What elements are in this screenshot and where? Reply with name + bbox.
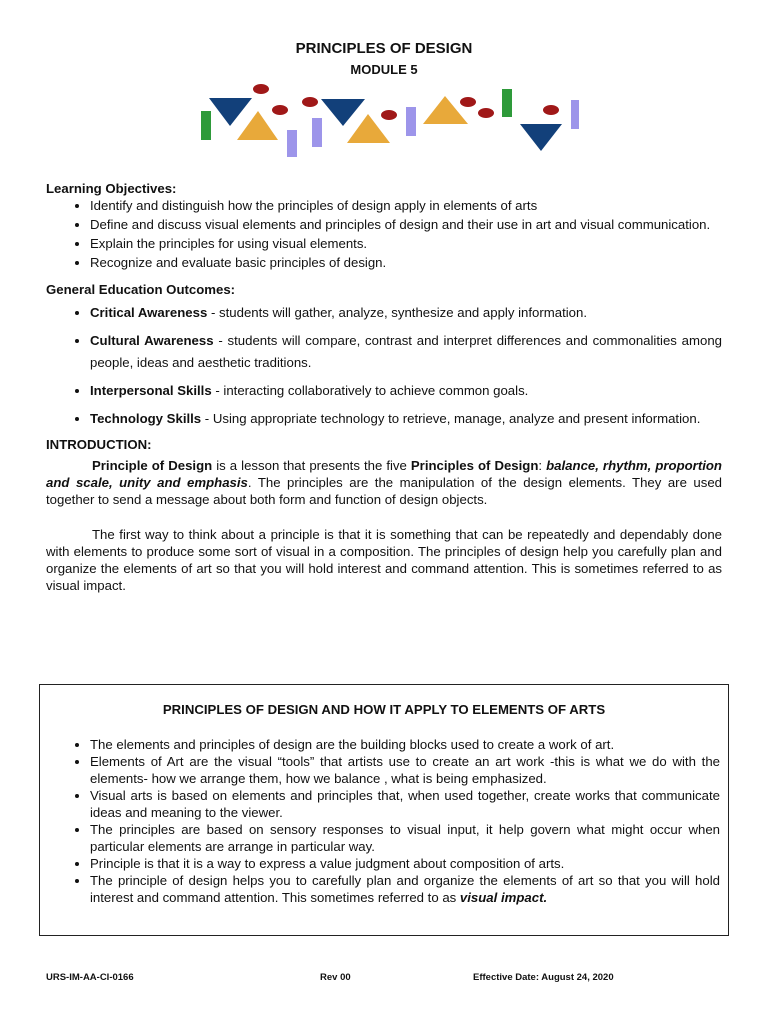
box-title: PRINCIPLES OF DESIGN AND HOW IT APPLY TO ELEMENTS OF ARTS (162, 702, 606, 717)
outcome-term: Cultural Awareness (90, 333, 214, 348)
outcome-term: Interpersonal Skills (90, 383, 212, 398)
introduction-heading: INTRODUCTION: (46, 437, 152, 452)
list-item (90, 872, 720, 906)
outcomes-heading: General Education Outcomes: (46, 282, 236, 297)
intro-text: . The principles are the manipulation of the design elements. They are used together to send a message about both form and function of design objects. (46, 475, 722, 507)
intro-text: is a lesson that presents the five (212, 458, 411, 473)
footer-effective-date: Effective Date: August 24, 2020 (473, 972, 614, 983)
intro-principles-list: balance, rhythm, proportion and scale, unity and emphasis (46, 458, 722, 490)
gold-triangle-shape (237, 111, 278, 140)
intro-text: : (538, 458, 547, 473)
decorative-shapes-banner (190, 78, 590, 164)
red-oval-shape (478, 108, 494, 118)
lavender-bar-shape (287, 130, 297, 157)
outcomes-list (46, 302, 722, 430)
navy-triangle-shape (321, 99, 365, 126)
list-item (90, 302, 722, 324)
outcome-text: - students will compare, contrast and interpret differences and commonalities among people, ideas and aesthetic traditions. (90, 333, 722, 370)
list-item: • Recognize and evaluate basic principles of design. (90, 254, 722, 271)
lavender-bar-shape (312, 118, 322, 147)
outcome-text: - Using appropriate technology to retrieve, manage, analyze and present information. (201, 411, 701, 426)
list-item: • Identify and distinguish how the principles of design apply in elements of arts (90, 197, 722, 214)
list-item: • Define and discuss visual elements and principles of design and their use in art and visual communication. (90, 216, 722, 233)
intro-term: Principle of Design (92, 458, 213, 473)
lavender-bar-shape (406, 107, 416, 136)
outcome-term: Critical Awareness (90, 305, 208, 320)
green-bar-shape (201, 111, 211, 140)
red-oval-shape (253, 84, 269, 94)
footer-revision: Rev 00 (320, 972, 351, 983)
green-bar-shape (502, 89, 512, 117)
principles-box (39, 684, 729, 936)
outcome-term: Technology Skills (90, 411, 202, 426)
red-oval-shape (272, 105, 288, 115)
list-item: • Explain the principles for using visual elements. (90, 235, 722, 252)
outcome-text: - students will gather, analyze, synthesize and apply information. (207, 305, 588, 320)
visual-impact-emphasis: visual impact. (459, 890, 548, 905)
list-item: • Visual arts is based on elements and principles that, when used together, create works that communicate ideas and meaning to the viewer. (90, 787, 720, 821)
introduction-paragraph-1 (46, 457, 722, 508)
navy-triangle-shape (520, 124, 562, 151)
module-label: MODULE 5 (350, 62, 418, 77)
list-item: • Principle is that it is a way to express a value judgment about composition of arts. (90, 855, 720, 872)
list-item: • Elements of Art are the visual “tools” that artists use to create an art work -this is what we do with the elements- how we arrange them, how we balance , what is being emphasized. (90, 753, 720, 787)
page-title: PRINCIPLES OF DESIGN (295, 40, 473, 57)
box-list (40, 736, 728, 906)
red-oval-shape (381, 110, 397, 120)
red-oval-shape (543, 105, 559, 115)
list-item (90, 380, 722, 402)
red-oval-shape (460, 97, 476, 107)
outcome-text: - interacting collaboratively to achieve common goals. (211, 383, 529, 398)
list-item (90, 330, 722, 374)
footer-document-code: URS-IM-AA-CI-0166 (46, 972, 134, 983)
learning-objectives-heading: Learning Objectives: (46, 181, 177, 196)
list-item (90, 408, 722, 430)
box-item-text: The principle of design helps you to carefully plan and organize the elements of art so that you will hold interest and command attention. This sometimes referred to as (90, 873, 720, 905)
learning-objectives-list (46, 197, 722, 271)
navy-triangle-shape (209, 98, 252, 126)
main-content (46, 180, 722, 594)
introduction-paragraph-2: The first way to think about a principle is that it is something that can be repeatedly and dependably done with elements to produce some sort of visual in a composition. The principles of design help you carefully plan and organize the elements of art so that you will hold interest and command attention. This is sometimes referred to as visual impact. (46, 527, 722, 593)
red-oval-shape (302, 97, 318, 107)
lavender-bar-shape (571, 100, 579, 129)
intro-term: Principles of Design (410, 458, 539, 473)
list-item: • The elements and principles of design are the building blocks used to create a work of art. (90, 736, 720, 753)
list-item: • The principles are based on sensory responses to visual input, it help govern what might occur when particular elements are arrange in particular way. (90, 821, 720, 855)
